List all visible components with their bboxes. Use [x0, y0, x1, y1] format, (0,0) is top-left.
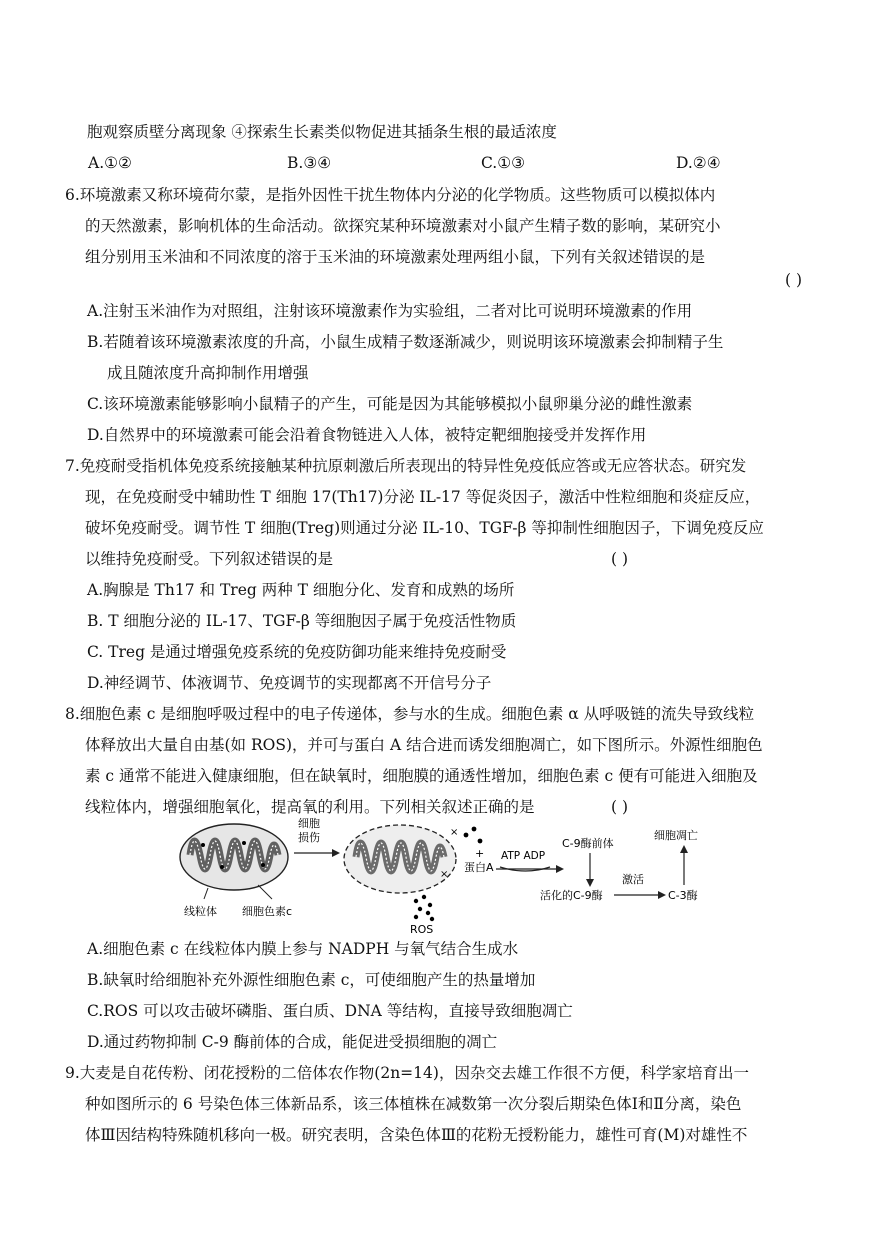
q9-stem-line-1: 9.大麦是自花传粉、闭花授粉的二倍体农作物(2n=14)，因杂交去雄工作很不方便，科学家培育出一 — [65, 1064, 749, 1082]
q8-stem-line-2: 体释放出大量自由基(如 ROS)，并可与蛋白 A 结合进而诱发细胞凋亡，如下图所示。外源性细胞色 — [85, 736, 763, 754]
q5-option-b: B.③④ — [287, 154, 332, 172]
mitochondrion-damaged-icon — [344, 825, 458, 893]
arrow-activate-icon — [658, 891, 666, 899]
label-atp-adp: ATP ADP — [501, 850, 546, 862]
arrow-up-icon — [680, 845, 688, 853]
q8-stem-line-4: 线粒体内，增强细胞氧化，提高氧的利用。下列相关叙述正确的是 — [85, 798, 535, 816]
svg-text:×: × — [440, 869, 449, 880]
q7-option-b: B. T 细胞分泌的 IL-17、TGF-β 等细胞因子属于免疫活性物质 — [87, 612, 517, 630]
q5-option-d: D.②④ — [676, 154, 721, 172]
q7-answer-paren: ( ) — [611, 550, 629, 568]
mitochondrion-healthy-icon — [180, 824, 288, 899]
q8-stem-line-3: 素 c 通常不能进入健康细胞，但在缺氧时，细胞膜的通透性增加，细胞色素 c 便有可能进入细胞及 — [85, 767, 758, 785]
q8-answer-paren: ( ) — [611, 798, 629, 816]
label-activated-c9: 活化的C-9酶 — [540, 889, 603, 902]
label-mitochondrion: 线粒体 — [184, 905, 217, 918]
q5-option-a: A.①② — [88, 154, 132, 172]
label-c9-precursor: C-9酶前体 — [562, 837, 614, 850]
q6-option-c: C.该环境激素能够影响小鼠精子的产生，可能是因为其能够模拟小鼠卵巢分泌的雌性激素 — [87, 395, 693, 413]
q8-option-a: A.细胞色素 c 在线粒体内膜上参与 NADPH 与氧气结合生成水 — [87, 940, 519, 958]
label-ros: ROS — [410, 923, 434, 935]
ros-particles-icon — [414, 895, 434, 921]
q6-option-b-cont: 成且随浓度升高抑制作用增强 — [107, 364, 309, 382]
q8-apoptosis-figure — [170, 815, 730, 935]
q6-stem-line-3: 组分别用玉米油和不同浓度的溶于玉米油的环境激素处理两组小鼠，下列有关叙述错误的是 — [85, 248, 706, 266]
label-injury-1: 细胞 — [298, 817, 320, 830]
q7-stem-line-4: 以维持免疫耐受。下列叙述错误的是 — [85, 550, 334, 568]
q8-option-d: D.通过药物抑制 C-9 酶前体的合成，能促进受损细胞的凋亡 — [87, 1033, 498, 1051]
q9-stem-line-2: 种如图所示的 6 号染色体三体新品系，该三体植株在减数第一次分裂后期染色体Ⅰ和Ⅱ分离，染色 — [85, 1095, 742, 1113]
label-cytochrome-c: 细胞色素c — [242, 905, 293, 918]
q8-option-b: B.缺氧时给细胞补充外源性细胞色素 c，可使细胞产生的热量增加 — [87, 971, 536, 989]
label-injury-2: 损伤 — [298, 831, 320, 844]
label-plus: + — [475, 847, 485, 860]
q7-stem-line-3: 破坏免疫耐受。调节性 T 细胞(Treg)则通过分泌 IL-10、TGF-β 等抑制性细胞因子，下调免疫反应 — [85, 519, 764, 537]
q6-option-a: A.注射玉米油作为对照组，注射该环境激素作为实验组，二者对比可说明环境激素的作用 — [87, 302, 693, 320]
q5-continued-text: 胞观察质壁分离现象 ④探索生长素类似物促进其插条生根的最适浓度 — [87, 123, 557, 141]
arrow-injury-icon — [332, 849, 340, 857]
q5-option-c: C.①③ — [481, 154, 526, 172]
q7-stem-line-1: 7.免疫耐受指机体免疫系统接触某种抗原刺激后所表现出的特异性免疫低应答或无应答状态。研究发 — [65, 457, 747, 475]
q6-answer-paren: ( ) — [785, 271, 803, 289]
q9-stem-line-3: 体Ⅲ因结构特殊随机移向一极。研究表明，含染色体Ⅲ的花粉无授粉能力，雄性可育(M)对雄性不 — [85, 1126, 748, 1144]
arrow-atp-icon — [556, 865, 564, 873]
label-protein-a: 蛋白A — [464, 861, 494, 874]
q8-stem-line-1: 8.细胞色素 c 是细胞呼吸过程中的电子传递体，参与水的生成。细胞色素 α 从呼吸链的流失导致线粒 — [65, 705, 755, 723]
q6-stem-line-2: 的天然激素，影响机体的生命活动。欲探究某种环境激素对小鼠产生精子数的影响，某研究小 — [85, 217, 721, 235]
q7-stem-line-2: 现，在免疫耐受中辅助性 T 细胞 17(Th17)分泌 IL-17 等促炎因子，激活中性粒细胞和炎症反应， — [85, 488, 761, 506]
q8-option-c: C.ROS 可以攻击破坏磷脂、蛋白质、DNA 等结构，直接导致细胞凋亡 — [87, 1002, 573, 1020]
label-c3-enzyme: C-3酶 — [668, 889, 698, 902]
q6-stem-line-1: 6.环境激素又称环境荷尔蒙，是指外因性干扰生物体内分泌的化学物质。这些物质可以模拟体内 — [65, 186, 716, 204]
svg-text:×: × — [450, 827, 459, 838]
q7-option-d: D.神经调节、体液调节、免疫调节的实现都离不开信号分子 — [87, 674, 492, 692]
label-activate: 激活 — [622, 873, 644, 886]
q7-option-a: A.胸腺是 Th17 和 Treg 两种 T 细胞分化、发育和成熟的场所 — [87, 581, 515, 599]
q6-option-d: D.自然界中的环境激素可能会沿着食物链进入人体，被特定靶细胞接受并发挥作用 — [87, 426, 647, 444]
q7-option-c: C. Treg 是通过增强免疫系统的免疫防御功能来维持免疫耐受 — [87, 643, 507, 661]
released-cytochrome-c-icon — [464, 827, 483, 844]
label-apoptosis: 细胞凋亡 — [654, 829, 698, 842]
q6-option-b: B.若随着该环境激素浓度的升高，小鼠生成精子数逐渐减少，则说明该环境激素会抑制精子生 — [87, 333, 724, 351]
arrow-down-icon — [586, 879, 594, 887]
